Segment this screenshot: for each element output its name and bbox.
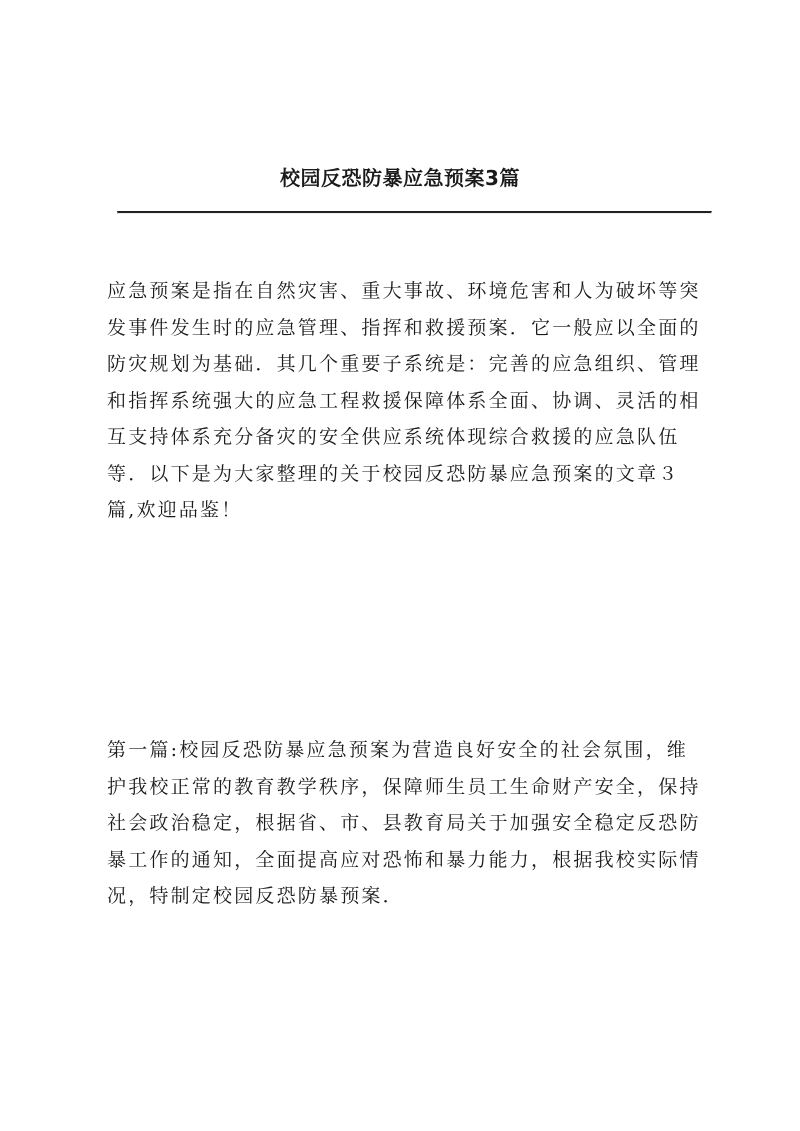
title-underline (117, 211, 712, 214)
intro-paragraph: 应急预案是指在自然灾害、重大事故、环境危害和人为破坏等突发事件发生时的应急管理、指挥和救援预案．它一般应以全面的防灾规划为基础．其几个重要子系统是：完善的应急组织、管理和指挥系统强大的应急工程救援保障体系全面、协调、灵活的相互支持体系充分备灾的安全供应系统体现综合救援的应急队伍等．以下是为大家整理的关于校园反恐防暴应急预案的文章３篇,欢迎品鉴！ (107, 280, 701, 521)
first-article-paragraph: 第一篇:校园反恐防暴应急预案为营造良好安全的社会氛围，维护我校正常的教育教学秩序，保障师生员工生命财产安全，保持社会政治稳定，根据省、市、县教育局关于加强安全稳定反恐防暴工作的通知，全面提高应对恐怖和暴力能力，根据我校实际情况，特制定校园反恐防暴预案． (107, 739, 701, 907)
document-title: 校园反恐防暴应急预案3篇 (280, 166, 520, 190)
